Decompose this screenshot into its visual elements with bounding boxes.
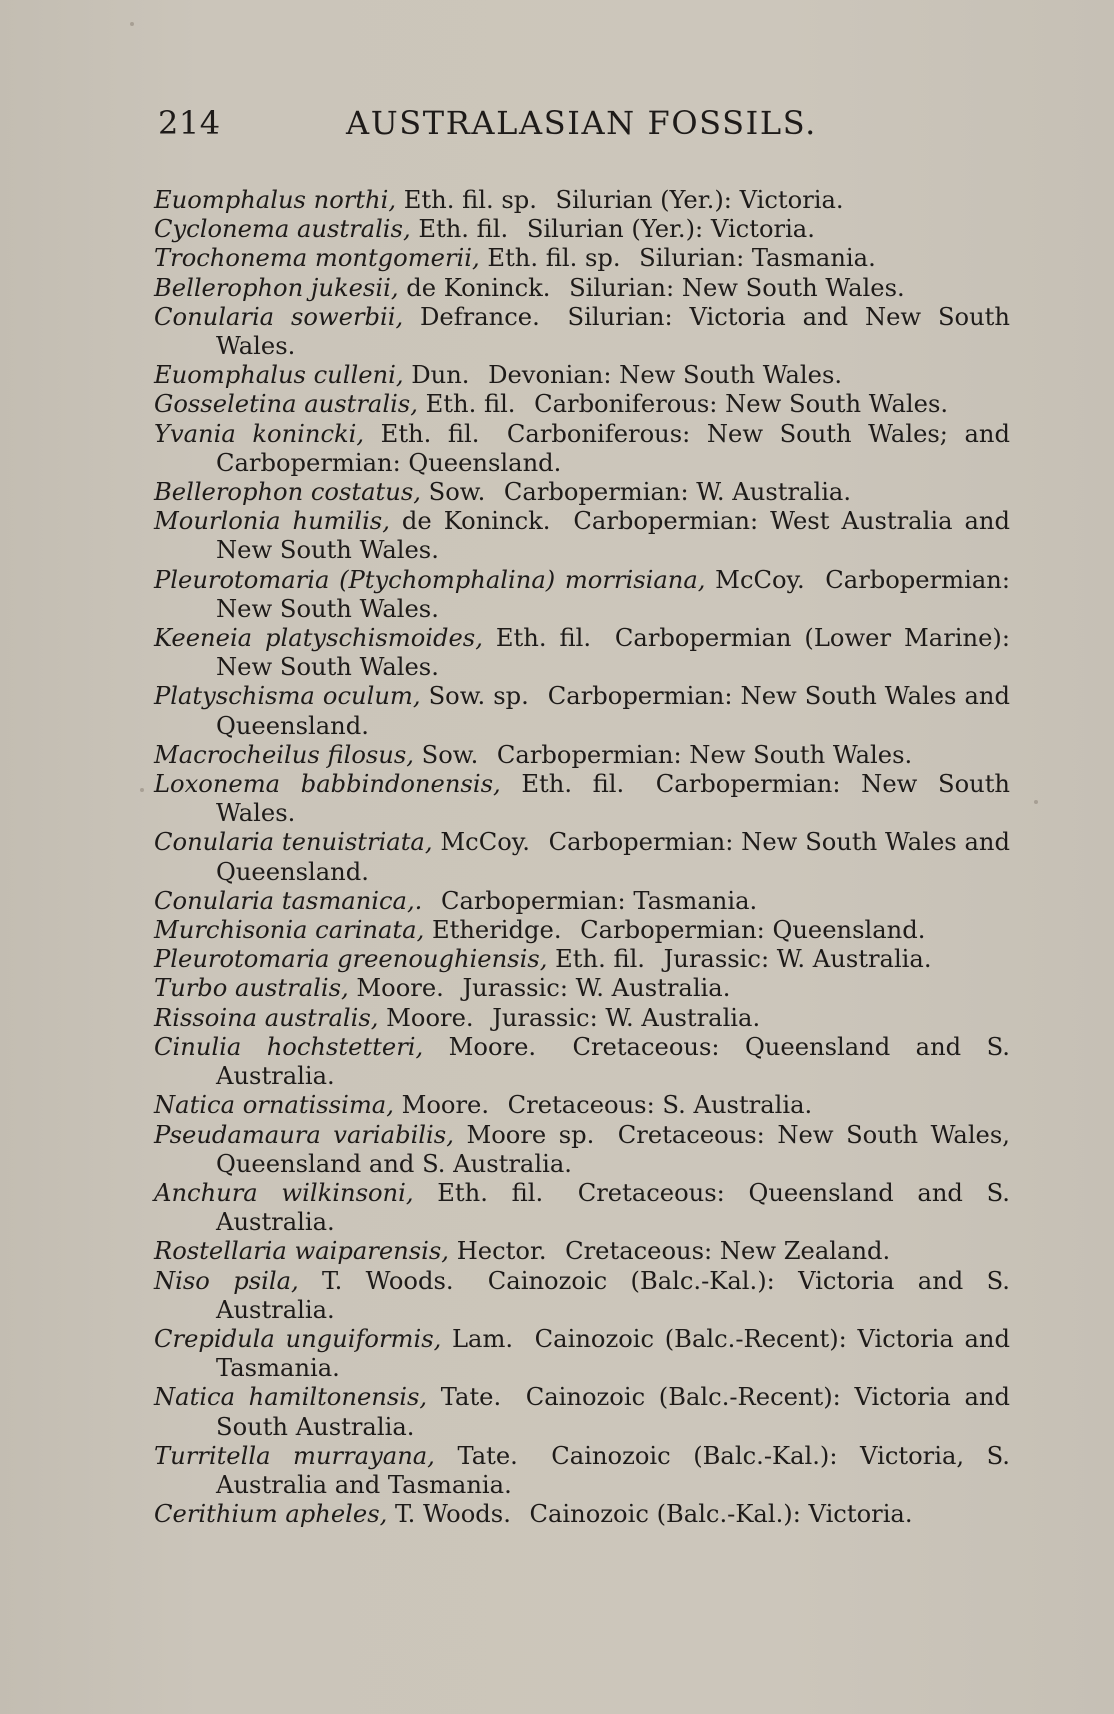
species-name: Natica ornatissima, (154, 1091, 394, 1120)
list-item (154, 1004, 1010, 1033)
list-item (154, 244, 1010, 273)
age-locality: Carbopermian: New South Wales and Queensland. (216, 682, 1010, 740)
species-author: Eth. fil. (555, 945, 645, 974)
species-author: Eth. fil. sp. (403, 186, 537, 214)
species-name: Turbo australis, (154, 974, 349, 1003)
species-author: Eth. fil. (425, 390, 516, 419)
list-item (154, 215, 1010, 244)
species-author: Sow. (428, 478, 486, 507)
species-author: Etheridge. (431, 916, 562, 945)
species-name: Gosseletina australis, (154, 390, 418, 419)
species-author: Eth. fil. (495, 624, 592, 653)
age-locality: Cainozoic (Balc.-Recent): Victoria and South Australia. (216, 1383, 1010, 1441)
species-name: Anchura wilkinsoni, (154, 1178, 414, 1207)
list-item (154, 1442, 1010, 1500)
age-locality: Carbopermian: West Australia and New South Wales. (216, 507, 1010, 565)
age-locality: Cretaceous: New Zealand. (565, 1237, 891, 1266)
species-name: Conularia sowerbii, (154, 302, 404, 331)
species-author: de Koninck. (401, 507, 551, 536)
species-author: Eth. fil. (437, 1178, 544, 1207)
age-locality: Cretaceous: Queensland and S. Australia. (216, 1178, 1010, 1237)
species-name: Keeneia platyschismoides, (154, 624, 483, 653)
list-item (154, 1091, 1010, 1120)
species-name: Conularia tenuistriata, (154, 828, 433, 857)
species-author: Moore. (448, 1032, 537, 1061)
species-author: Eth. fil. sp. (487, 244, 621, 273)
list-item (154, 624, 1010, 682)
species-name: Rostellaria waiparensis, (154, 1237, 449, 1266)
species-author: Sow. (421, 740, 479, 769)
running-head: AUSTRALASIAN FOSSILS. (346, 104, 817, 142)
age-locality: Cainozoic (Balc.-Recent): Victoria and Tasmania. (216, 1324, 1010, 1383)
species-name: Platyschisma oculum, (154, 682, 421, 711)
list-item (154, 1121, 1010, 1179)
species-author: de Koninck. (406, 273, 551, 302)
species-name: Pleurotomaria (Ptychomphalina) morrisiana, (154, 565, 706, 594)
age-locality: Carbopermian: New South Wales. (216, 770, 1011, 828)
age-locality: Devonian: New South Wales. (488, 361, 843, 390)
age-locality: Carbopermian: W. Australia. (503, 478, 852, 507)
page-header (158, 104, 938, 152)
species-author: Moore. (386, 1003, 474, 1032)
list-item (154, 1033, 1010, 1091)
species-author: Eth. fil. (380, 419, 480, 448)
species-name: Cyclonema australis, (154, 215, 411, 244)
age-locality: Cretaceous: S. Australia. (507, 1091, 813, 1120)
list-item (154, 974, 1010, 1003)
species-author: T. Woods. (322, 1266, 454, 1295)
species-name: Conularia tasmanica,. (154, 886, 423, 915)
species-name: Bellerophon jukesii, (154, 273, 399, 302)
species-name: Euomphalus culleni, (154, 361, 404, 390)
age-locality: Carbopermian: New South Wales. (216, 565, 1010, 623)
list-item (154, 1267, 1010, 1325)
paper-speck (130, 22, 134, 26)
species-name: Murchisonia carinata, (154, 916, 425, 945)
species-author: Moore sp. (466, 1120, 595, 1149)
species-name: Loxonema babbindonensis, (154, 770, 501, 799)
list-item (154, 420, 1010, 478)
species-name: Macrocheilus filosus, (154, 740, 414, 769)
list-item (154, 682, 1010, 740)
species-name: Crepidula unguiformis, (154, 1324, 442, 1353)
age-locality: Carboniferous: New South Wales; and Carbopermian: Queensland. (216, 419, 1010, 477)
page-number: 214 (158, 104, 221, 142)
species-name: Niso psila, (154, 1266, 299, 1295)
species-author: Eth. fil. (418, 215, 509, 244)
list-item (154, 566, 1010, 624)
age-locality: Jurassic: W. Australia. (492, 1003, 761, 1032)
age-locality: Carbopermian: Queensland. (580, 916, 926, 945)
age-locality: Silurian: Victoria and New South Wales. (216, 302, 1010, 361)
age-locality: Carbopermian: New South Wales. (496, 740, 913, 769)
list-item (154, 945, 1010, 974)
species-author: Tate. (457, 1441, 518, 1470)
list-item (154, 887, 1010, 916)
list-item (154, 1383, 1010, 1441)
age-locality: Cainozoic (Balc.-Kal.): Victoria. (529, 1500, 913, 1529)
age-locality: Silurian: Tasmania. (639, 244, 876, 273)
age-locality: Cainozoic (Balc.-Kal.): Victoria and S. Australia. (216, 1266, 1010, 1324)
species-author: Defrance. (420, 302, 540, 331)
fossil-list (154, 186, 1010, 1529)
list-item (154, 361, 1010, 390)
list-item (154, 390, 1010, 419)
species-name: Natica hamiltonensis, (154, 1383, 428, 1412)
species-author: Lam. (452, 1324, 514, 1353)
list-item (154, 916, 1010, 945)
age-locality: Silurian (Yer.): Victoria. (526, 215, 815, 244)
species-author: Dun. (411, 361, 470, 390)
list-item (154, 186, 1010, 215)
age-locality: Carbopermian (Lower Marine): New South Wales. (216, 624, 1010, 682)
species-name: Pseudamaura variabilis, (154, 1120, 454, 1149)
age-locality: Jurassic: W. Australia. (462, 974, 731, 1003)
species-name: Bellerophon costatus, (154, 478, 421, 507)
species-author: Moore. (356, 974, 444, 1003)
species-author: Moore. (401, 1091, 490, 1120)
species-author: Sow. sp. (428, 682, 529, 711)
list-item (154, 507, 1010, 565)
species-name: Pleurotomaria greenoughiensis, (154, 945, 548, 974)
age-locality: Silurian: New South Wales. (569, 273, 905, 302)
age-locality: Cretaceous: Queensland and S. Australia. (216, 1032, 1010, 1091)
species-name: Mourlonia humilis, (154, 507, 390, 536)
species-name: Euomphalus northi, (154, 186, 397, 214)
list-item (154, 303, 1010, 361)
paper-speck (140, 788, 144, 792)
list-item (154, 770, 1010, 828)
list-item (154, 828, 1010, 886)
list-item (154, 1325, 1010, 1383)
species-name: Cerithium apheles, (154, 1500, 388, 1529)
species-author: T. Woods. (395, 1500, 511, 1529)
species-name: Turritella murrayana, (154, 1441, 435, 1470)
species-author: Tate. (440, 1383, 502, 1412)
age-locality: Carbopermian: New South Wales and Queensland. (216, 828, 1010, 886)
list-item (154, 1237, 1010, 1266)
list-item (154, 478, 1010, 507)
paper-speck (1034, 800, 1038, 804)
species-author: McCoy. (440, 828, 530, 857)
list-item (154, 1500, 1010, 1529)
species-name: Cinulia hochstetteri, (154, 1032, 424, 1061)
species-name: Rissoina australis, (154, 1003, 379, 1032)
age-locality: Cretaceous: New South Wales, Queensland and S. Australia. (216, 1120, 1010, 1178)
list-item (154, 274, 1010, 303)
age-locality: Silurian (Yer.): Victoria. (555, 186, 844, 214)
age-locality: Carbopermian: Tasmania. (440, 886, 758, 915)
species-name: Trochonema montgomerii, (154, 244, 480, 273)
age-locality: Carboniferous: New South Wales. (534, 390, 949, 419)
age-locality: Jurassic: W. Australia. (663, 945, 932, 974)
age-locality: Cainozoic (Balc.-Kal.): Victoria, S. Australia and Tasmania. (216, 1441, 1010, 1499)
list-item (154, 741, 1010, 770)
species-author: Eth. fil. (521, 770, 625, 799)
species-name: Yvania konincki, (154, 419, 365, 448)
list-item (154, 1179, 1010, 1237)
species-author: Hector. (456, 1237, 547, 1266)
species-author: McCoy. (715, 565, 805, 594)
